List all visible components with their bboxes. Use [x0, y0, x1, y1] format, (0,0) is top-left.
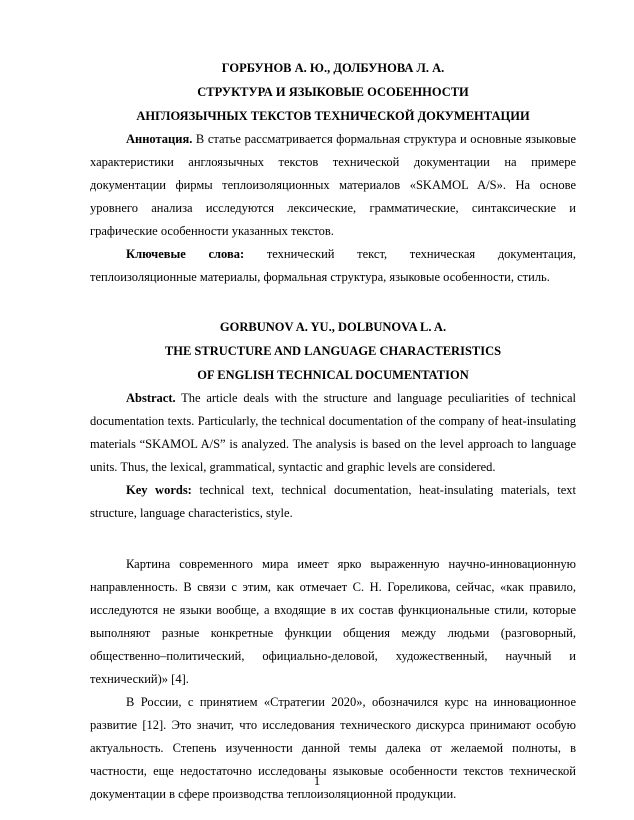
en-keywords-label: Key words:	[126, 483, 192, 497]
en-authors: GORBUNOV A. YU., DOLBUNOVA L. A.	[219, 320, 447, 334]
en-title-line2: OF ENGLISH TECHNICAL DOCUMENTATION	[197, 368, 469, 382]
ru-keywords-label: Ключевые слова:	[126, 247, 245, 261]
page-content	[90, 56, 576, 806]
en-abstract-text: The article deals with the structure and language peculiarities of technical documentation texts. Particularly, the technical documentation of the company of heat-insulating materials “SKAMOL A/S” is analyzed. The analysis is based on the level approach to language units. Thus, the lexical, grammatical, syntactic and graphic levels are considered.	[90, 391, 576, 474]
en-title-line1: THE STRUCTURE AND LANGUAGE CHARACTERISTICS	[164, 344, 502, 358]
en-keywords	[90, 479, 576, 525]
ru-authors: ГОРБУНОВ А. Ю., ДОЛБУНОВА Л. А.	[221, 61, 445, 75]
page-number: 1	[313, 774, 321, 788]
en-abstract	[90, 387, 576, 479]
ru-keywords	[90, 243, 576, 289]
body-paragraph-2: В России, с принятием «Стратегии 2020», обозначился курс на инновационное развитие [12]. Это значит, что исследования технического дискурса принимают особую актуальность. Степень изученности данной темы далека от желаемой полноты, в частности, еще недостаточно исследованы языковые особенности текстов технической документации в сфере производства теплоизоляционной продукции.	[90, 695, 576, 801]
body-paragraph-1: Картина современного мира имеет ярко выраженную научно-инновационную направленность. В связи с этим, как отмечает С. Н. Гореликова, сейчас, «как правило, исследуются не языки вообще, а входящие в их состав функциональные стили, которые выполняют разные конкретные функции общения между людьми (разговорный, общественно–политический, официально-деловой, художественный, научный и технический)» [4].	[90, 557, 576, 686]
en-abstract-label: Abstract.	[126, 391, 176, 405]
ru-keywords-text: технический текст, техническая документация, теплоизоляционные материалы, формальная структура, языковые особенности, стиль.	[90, 247, 576, 284]
ru-annotation-label: Аннотация.	[126, 132, 193, 146]
en-keywords-text: technical text, technical documentation, heat-insulating materials, text structure, language characteristics, style.	[90, 483, 576, 520]
ru-title-line1: СТРУКТУРА И ЯЗЫКОВЫЕ ОСОБЕННОСТИ	[197, 85, 469, 99]
ru-annotation-text: В статье рассматривается формальная структура и основные языковые характеристики англоязычных текстов технической документации на примере документации фирмы теплоизоляционных материалов «SKAMOL A/S». На основе уровнего анализа исследуются лексические, грамматические, синтаксические и графические особенности указанных текстов.	[90, 132, 576, 238]
ru-annotation	[90, 128, 576, 243]
ru-title-line2: АНГЛОЯЗЫЧНЫХ ТЕКСТОВ ТЕХНИЧЕСКОЙ ДОКУМЕНТАЦИИ	[136, 109, 530, 123]
